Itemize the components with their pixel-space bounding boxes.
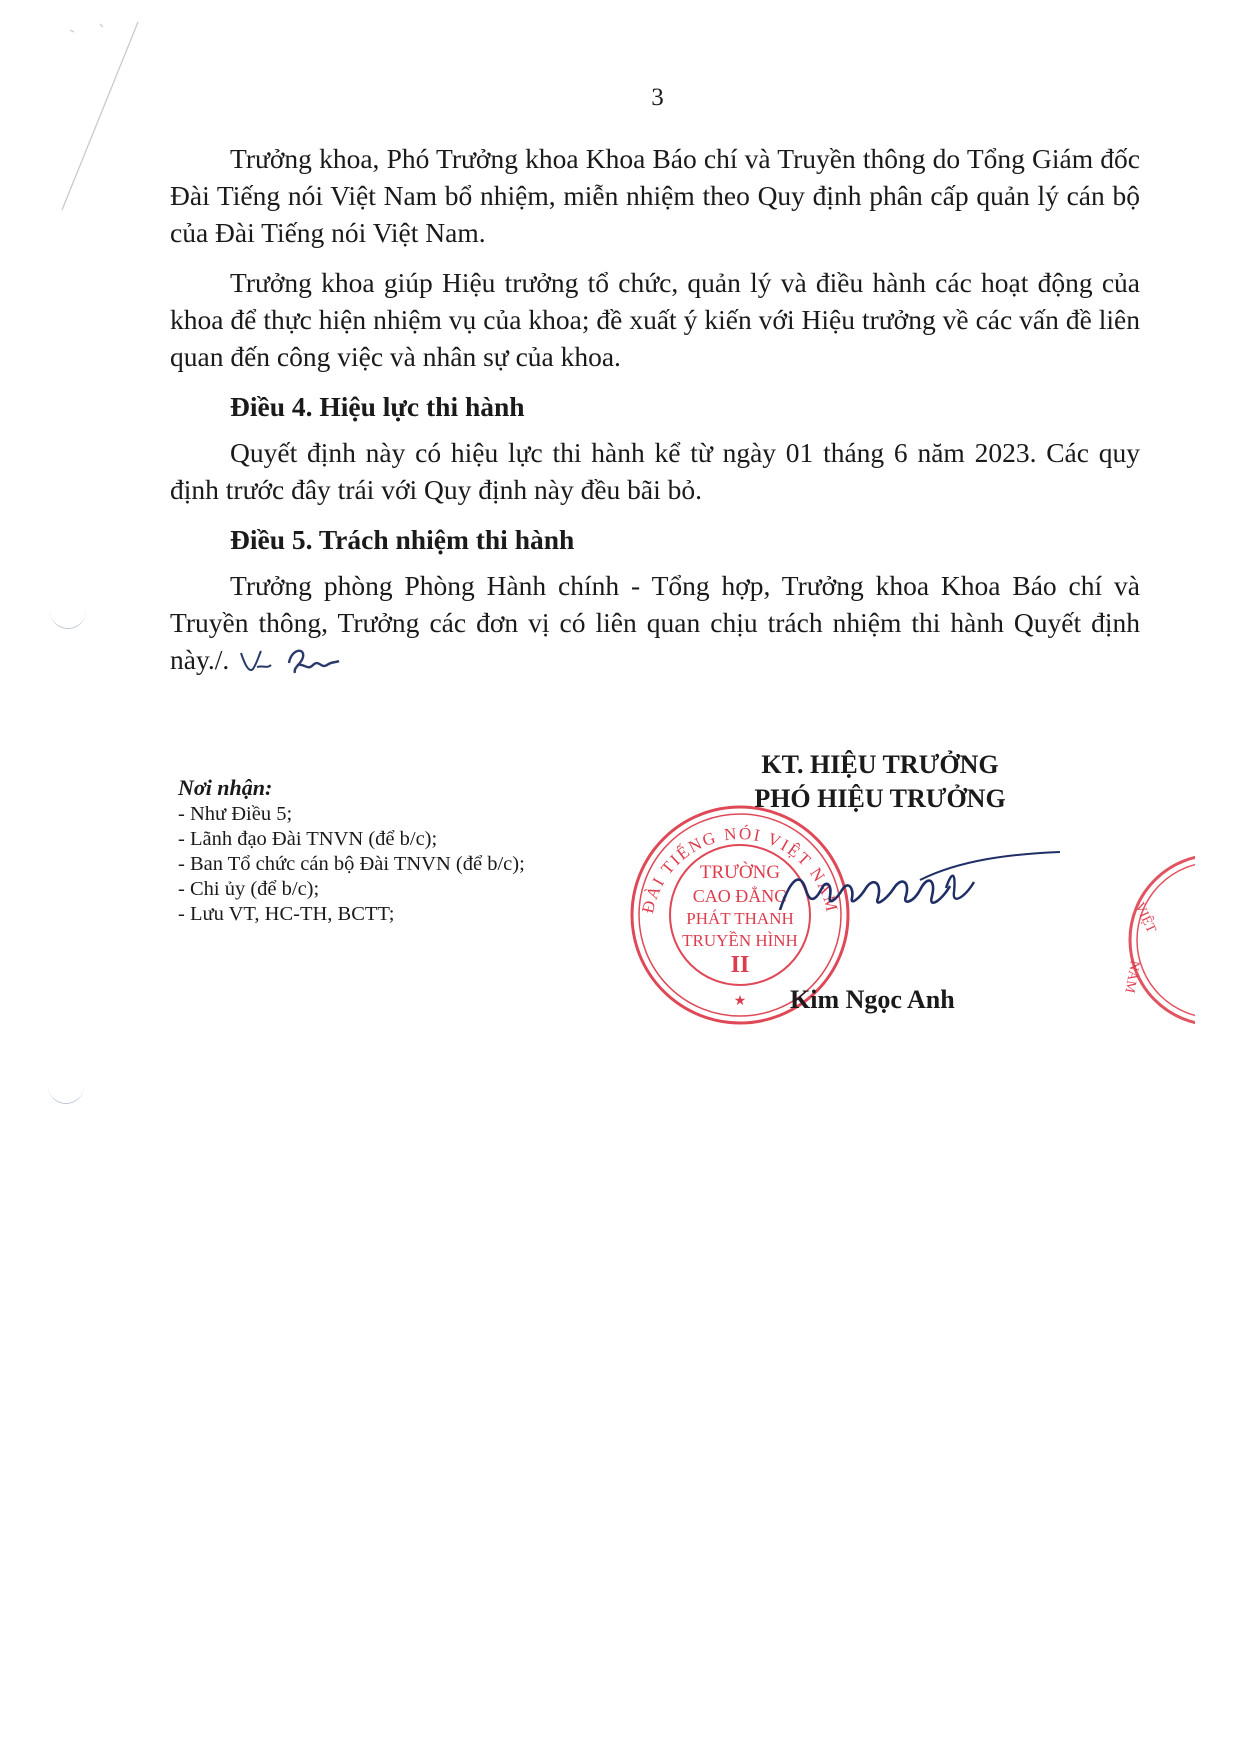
- paragraph-text: Trưởng phòng Phòng Hành chính - Tổng hợp, Trưởng khoa Khoa Báo chí và Truyền thông, Trưởng các đơn vị có liên quan chịu trách nhiệm thi hành Quyết định này./.: [170, 570, 1140, 675]
- signer-title-line1: KT. HIỆU TRƯỞNG: [761, 750, 999, 779]
- scan-mark: [40, 10, 160, 280]
- page-number: 3: [651, 84, 664, 111]
- seal-text: PHÁT THANH: [686, 909, 794, 928]
- paragraph: Trưởng khoa, Phó Trưởng khoa Khoa Báo chí và Truyền thông do Tổng Giám đốc Đài Tiếng nói Việt Nam bổ nhiệm, miễn nhiệm theo Quy định phân cấp quản lý cán bộ của Đài Tiếng nói Việt Nam.: [170, 143, 1140, 248]
- paragraph-with-initials: [170, 567, 1140, 683]
- seal-text: TRUYỀN HÌNH: [682, 931, 798, 950]
- paragraph: Trưởng khoa giúp Hiệu trưởng tổ chức, quản lý và điều hành các hoạt động của khoa để thực hiện nhiệm vụ của khoa; đề xuất ý kiến với Hiệu trưởng về các vấn đề liên quan đến công việc và nhân sự của khoa.: [170, 267, 1140, 372]
- punch-hole-mark: [50, 610, 86, 629]
- signer-title-line2: PHÓ HIỆU TRƯỞNG: [754, 784, 1006, 813]
- svg-text:VIỆT: VIỆT: [1131, 900, 1159, 936]
- seal-star-icon: ★: [733, 993, 747, 1009]
- signer-name: Kim Ngọc Anh: [790, 985, 955, 1014]
- document-body: [170, 140, 1140, 696]
- partial-seal: [1105, 850, 1195, 1030]
- recipient-item: - Như Điều 5;: [178, 803, 293, 825]
- article-heading: Điều 5. Trách nhiệm thi hành: [230, 524, 575, 555]
- seal-outer-text: ĐÀI TIẾNG NÓI VIỆT NAM: [638, 823, 842, 916]
- recipients-list: [178, 775, 598, 927]
- recipient-item: - Lãnh đạo Đài TNVN (để b/c);: [178, 828, 438, 850]
- recipient-item: - Chi ủy (để b/c);: [178, 878, 320, 900]
- handwritten-signature: [770, 840, 1080, 950]
- seal-text: II: [730, 952, 750, 978]
- recipient-item: - Lưu VT, HC-TH, BCTT;: [178, 903, 395, 925]
- seal-text: TRƯỜNG: [699, 862, 781, 883]
- handwritten-initials: [235, 643, 345, 683]
- paragraph: Quyết định này có hiệu lực thi hành kể từ ngày 01 tháng 6 năm 2023. Các quy định trước đây trái với Quy định này đều bãi bỏ.: [170, 437, 1140, 505]
- recipient-item: - Ban Tổ chức cán bộ Đài TNVN (để b/c);: [178, 853, 525, 875]
- recipients-title: Nơi nhận:: [178, 775, 273, 800]
- seal-text: CAO ĐẲNG: [692, 886, 788, 906]
- punch-hole-mark: [48, 1085, 84, 1104]
- svg-text:NAM: NAM: [1121, 959, 1142, 995]
- article-heading: Điều 4. Hiệu lực thi hành: [230, 391, 525, 422]
